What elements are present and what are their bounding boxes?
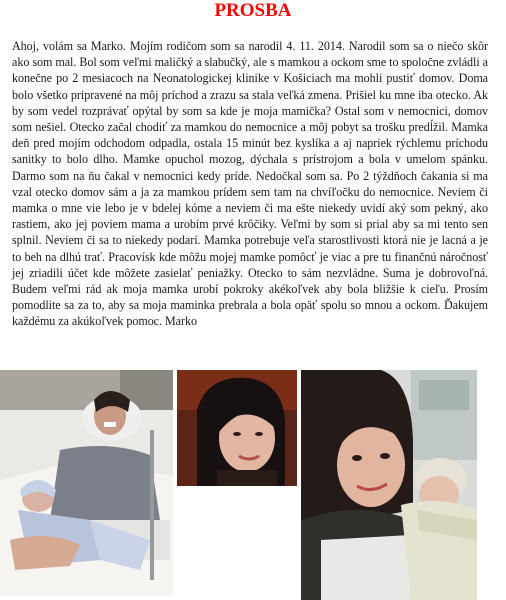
photo-mother-holding-newborn	[301, 370, 477, 600]
document-title: PROSBA	[214, 0, 292, 21]
photo-mother-hospital-with-baby	[0, 370, 173, 596]
body-paragraph: Ahoj, volám sa Marko. Mojím rodičom som sa narodil 4. 11. 2014. Narodil som sa o niečo skôr ako som mal. Bol som veľmi maličký a slabučký, ale s mamkou a ockom sme to spoločne zvládli a konečne po 2 mesiacoch na Neonatologickej klinike v Košiciach ma mohli pustiť domov. Doma bolo všetko pripravené na môj príchod a zrazu sa stala veľká zmena. Prišiel ku mne iba otecko. Ak by som vedel rozprávať opýtal by som sa kde je moja mamička? Ostal som v nemocnici, domov som nešiel. Otecko začal chodiť za mamkou do nemocnice a môj pobyt sa trošku predĺžil. Mamka deň pred mojím odchodom odpadla, ostala 15 minút bez kyslíka a aj napriek rýchlemu príchodu sanitky to bolo dlho. Mamke opuchol mozog, dýchala s prístrojom a bola v umelom spánku. Darmo som na ňu čakal v nemocnici kedy príde. Nedočkal som sa. Po 2 týždňoch čakania si ma vzal otecko domov sám a ja za mamkou prídem sem tam na chvíľočku do nemocnice. Neviem či mamka o mne vie lebo je v bdelej kóme a neviem či ma ešte niekedy uvidí aký som pekný, ako rastiem, ako jej poviem mama a urobím prvé krôčiky. Veľmi by som si prial aby sa mi tento sen splnil. Neviem či sa to niekedy podarí. Mamka potrebuje veľa starostlivosti ktorá nie je lacná a je to beh na dlhú trať. Pracovísk kde môžu mojej mamke pomôcť je viac a pre tu finančnú náročnosť jej zriadili účet kde môžete zasielať peniažky. Otecko to sám nezvládne. Suma je dobrovoľná. Budem veľmi rád ak moja mamka urobí pokroky akékoľvek aby bola bližšie k cieľu. Prosím pomodlite sa za to, aby sa moja maminka prebrala a bola opäť spolu so mnou a ockom. Ďakujem každému za akúkoľvek pomoc. Marko	[12, 39, 488, 329]
photo-mother-portrait	[177, 370, 297, 486]
